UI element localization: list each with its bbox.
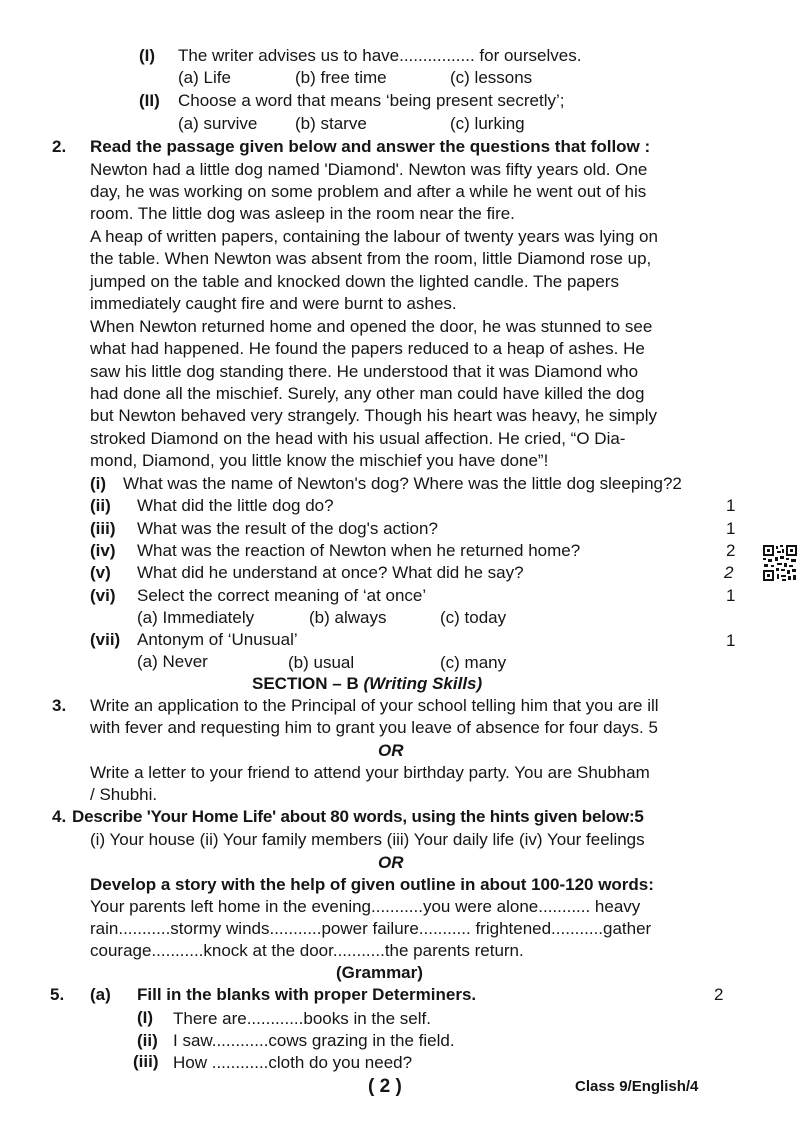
- question-num: (i): [90, 474, 107, 493]
- question-marks: 1: [726, 519, 736, 538]
- question-text: What did the little dog do?: [137, 496, 334, 515]
- passage-line: When Newton returned home and opened the door, he was stunned to see: [90, 317, 653, 336]
- q5-heading: Fill in the blanks with proper Determiners.: [137, 985, 477, 1004]
- q1-i-text: The writer advises us to have................ for ourselves.: [178, 46, 582, 65]
- q3-number: 3.: [52, 696, 67, 715]
- passage-line: stroked Diamond on the head with his usual affection. He cried, “O Dia-: [90, 429, 626, 448]
- q1-ii-text: Choose a word that means ‘being present secretly’;: [178, 91, 565, 110]
- question-text: What did he understand at once? What did he say?: [137, 563, 524, 582]
- q4-alt-heading: Develop a story with the help of given outline in about 100-120 words:: [90, 875, 654, 894]
- q1-ii-option-b: (b) starve: [295, 114, 367, 133]
- q2-vi-option-a: (a) Immediately: [137, 608, 255, 627]
- passage-line: but Newton behaved very strangely. Though his heart was heavy, he simply: [90, 406, 657, 425]
- question-marks: 1: [726, 631, 736, 650]
- passage-line: saw his little dog standing there. He understood that it was Diamond who: [90, 362, 639, 381]
- q1-ii-option-c: (c) lurking: [450, 114, 525, 133]
- q5-item-num: (iii): [133, 1052, 159, 1071]
- question-num: (iv): [90, 541, 116, 560]
- class-code: Class 9/English/4: [575, 1078, 699, 1095]
- passage-line: jumped on the table and knocked down the lighted candle. The papers: [90, 272, 619, 291]
- passage-line: had done all the mischief. Surely, any other man could have killed the dog: [90, 384, 645, 403]
- q3-line: Write an application to the Principal of your school telling him that you are ill: [90, 696, 659, 715]
- question-text: Select the correct meaning of ‘at once’: [137, 586, 427, 605]
- q4-heading: Describe 'Your Home Life' about 80 words, using the hints given below:5: [72, 807, 644, 826]
- q4-number: 4.: [52, 807, 67, 826]
- q1-i-option-a: (a) Life: [178, 68, 231, 87]
- q2-vii-option-b: (b) usual: [288, 653, 355, 672]
- q1-i-num: (I): [139, 46, 156, 65]
- q5-marks: 2: [714, 985, 724, 1004]
- q3-or: OR: [378, 741, 404, 760]
- question-text: Antonym of ‘Unusual’: [137, 630, 298, 649]
- q1-i-option-b: (b) free time: [295, 68, 387, 87]
- question-marks: 1: [726, 496, 736, 515]
- question-num: (ii): [90, 496, 111, 515]
- q4-alt-line: Your parents left home in the evening...........you were alone........... heavy: [90, 897, 641, 916]
- passage-line: the table. When Newton was absent from the room, little Diamond rose up,: [90, 249, 652, 268]
- q2-vi-option-c: (c) today: [440, 608, 507, 627]
- qr-code-icon: [762, 544, 798, 582]
- q4-or: OR: [378, 853, 404, 872]
- passage-line: immediately caught fire and were burnt to ashes.: [90, 294, 457, 313]
- q4-hints: (i) Your house (ii) Your family members (iii) Your daily life (iv) Your feelings: [90, 830, 645, 849]
- question-num: (vi): [90, 586, 116, 605]
- q3-alt-line: / Shubhi.: [90, 785, 158, 804]
- question-text: What was the name of Newton's dog? Where was the little dog sleeping?2: [123, 474, 682, 493]
- grammar-heading: (Grammar): [336, 963, 423, 982]
- question-num: (vii): [90, 630, 121, 649]
- passage-line: A heap of written papers, containing the labour of twenty years was lying on: [90, 227, 658, 246]
- q5-item-text: There are............books in the self.: [173, 1009, 431, 1028]
- q1-ii-option-a: (a) survive: [178, 114, 258, 133]
- q2-number: 2.: [52, 137, 67, 156]
- passage-line: room. The little dog was asleep in the room near the fire.: [90, 204, 515, 223]
- q3-line: with fever and requesting him to grant you leave of absence for four days. 5: [90, 718, 658, 737]
- passage-line: mond, Diamond, you little know the mischief you have done”!: [90, 451, 549, 470]
- section-b-heading: SECTION – B (Writing Skills): [252, 674, 483, 693]
- passage-line: Newton had a little dog named 'Diamond'. Newton was fifty years old. One: [90, 160, 648, 179]
- q5-item-num: (ii): [137, 1031, 158, 1050]
- question-marks: 2: [724, 563, 734, 582]
- q5-item-text: How ............cloth do you need?: [173, 1053, 413, 1072]
- q2-vii-option-a: (a) Never: [137, 652, 208, 671]
- question-marks: 1: [726, 586, 736, 605]
- q2-heading: Read the passage given below and answer the questions that follow :: [90, 137, 651, 156]
- q5-part: (a): [90, 985, 111, 1004]
- q1-ii-num: (II): [139, 91, 160, 110]
- q5-item-num: (I): [137, 1008, 154, 1027]
- q5-item-text: I saw............cows grazing in the field.: [173, 1031, 455, 1050]
- question-num: (v): [90, 563, 111, 582]
- question-num: (iii): [90, 519, 116, 538]
- q5-number: 5.: [50, 985, 65, 1004]
- q3-alt-line: Write a letter to your friend to attend your birthday party. You are Shubham: [90, 763, 650, 782]
- question-marks: 2: [726, 541, 736, 560]
- question-text: What was the result of the dog's action?: [137, 519, 438, 538]
- q4-alt-line: courage...........knock at the door...........the parents return.: [90, 941, 524, 960]
- q4-alt-line: rain...........stormy winds...........power failure........... frightened...........gather: [90, 919, 652, 938]
- q2-vi-option-b: (b) always: [309, 608, 387, 627]
- question-text: What was the reaction of Newton when he returned home?: [137, 541, 581, 560]
- q2-vii-option-c: (c) many: [440, 653, 507, 672]
- page-number: ( 2 ): [368, 1076, 402, 1097]
- passage-line: what had happened. He found the papers reduced to a heap of ashes. He: [90, 339, 645, 358]
- q1-i-option-c: (c) lessons: [450, 68, 533, 87]
- passage-line: day, he was working on some problem and after a while he went out of his: [90, 182, 647, 201]
